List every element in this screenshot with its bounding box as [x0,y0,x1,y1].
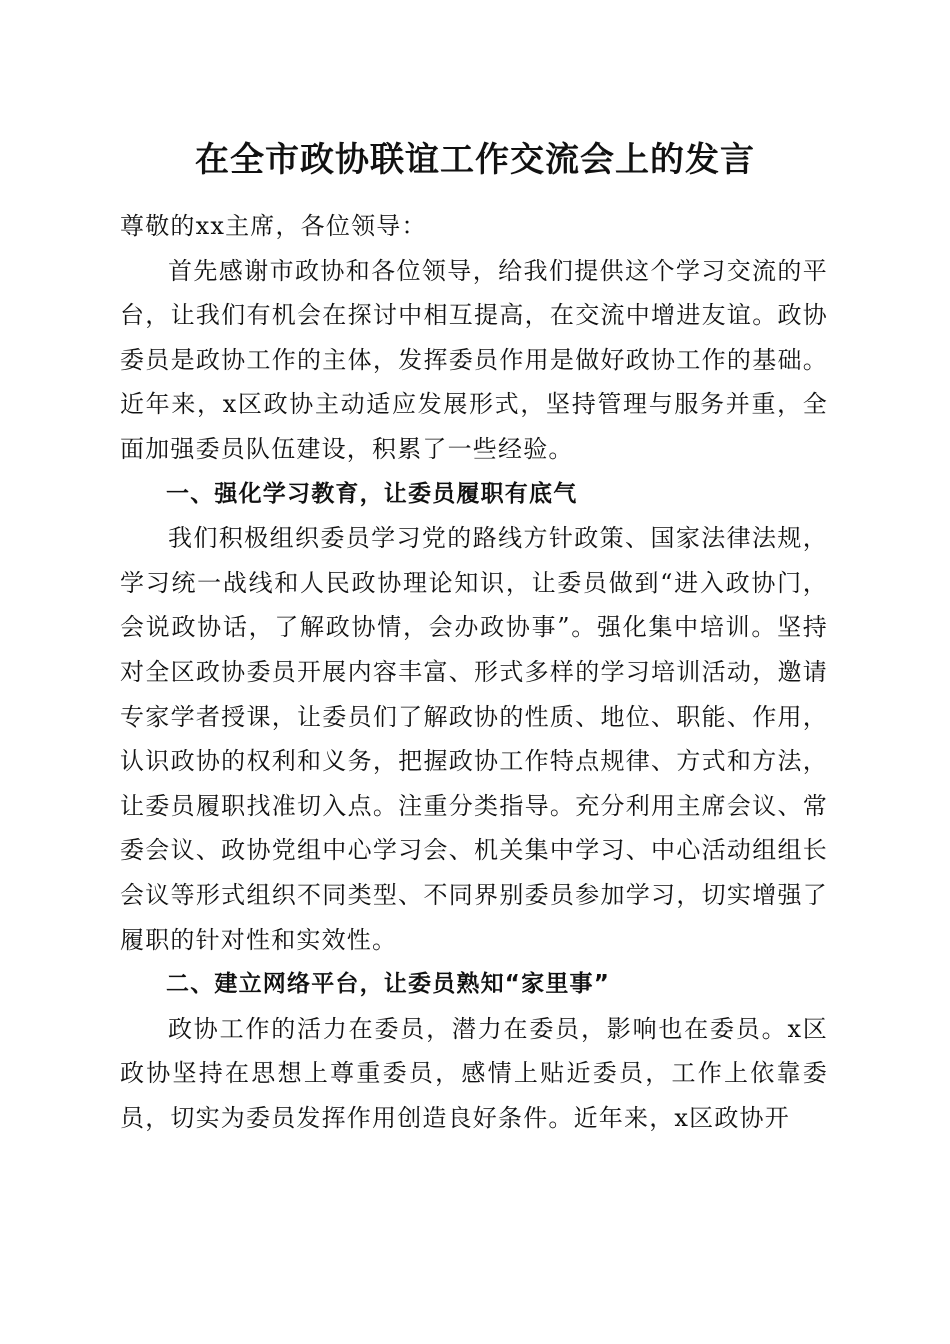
document-title: 在全市政协联谊工作交流会上的发言 [195,140,755,180]
section-paragraph: 政协工作的活力在委员，潜力在委员，影响也在委员。x区政协坚持在思想上尊重委员，感情上贴近委员，工作上依靠委员，切实为委员发挥作用创造良好条件。近年来，x区政协开 [120,1014,828,1132]
document-body [120,204,828,1140]
section-paragraph: 我们积极组织委员学习党的路线方针政策、国家法律法规，学习统一战线和人民政协理论知识，让委员做到“进入政协门，会说政协话，了解政协情，会办政协事”。强化集中培训。坚持对全区政协委员开展内容丰富、形式多样的学习培训活动，邀请专家学者授课，让委员们了解政协的性质、地位、职能、作用，认识政协的权利和义务，把握政协工作特点规律、方式和方法，让委员履职找准切入点。注重分类指导。充分利用主席会议、常委会议、政协党组中心学习会、机关集中学习、中心活动组组长会议等形式组织不同类型、不同界别委员参加学习，切实增强了履职的针对性和实效性。 [120,524,828,954]
section-heading: 二、建立网络平台，让委员熟知“家里事” [166,971,611,998]
salutation: 尊敬的xx主席，各位领导： [120,212,427,240]
intro-paragraph: 首先感谢市政协和各位领导，给我们提供这个学习交流的平台，让我们有机会在探讨中相互提高，在交流中增进友谊。政协委员是政协工作的主体，发挥委员作用是做好政协工作的基础。近年来，x区政协主动适应发展形式，坚持管理与服务并重，全面加强委员队伍建设，积累了一些经验。 [120,256,828,463]
section-heading: 一、强化学习教育，让委员履职有底气 [166,480,578,507]
